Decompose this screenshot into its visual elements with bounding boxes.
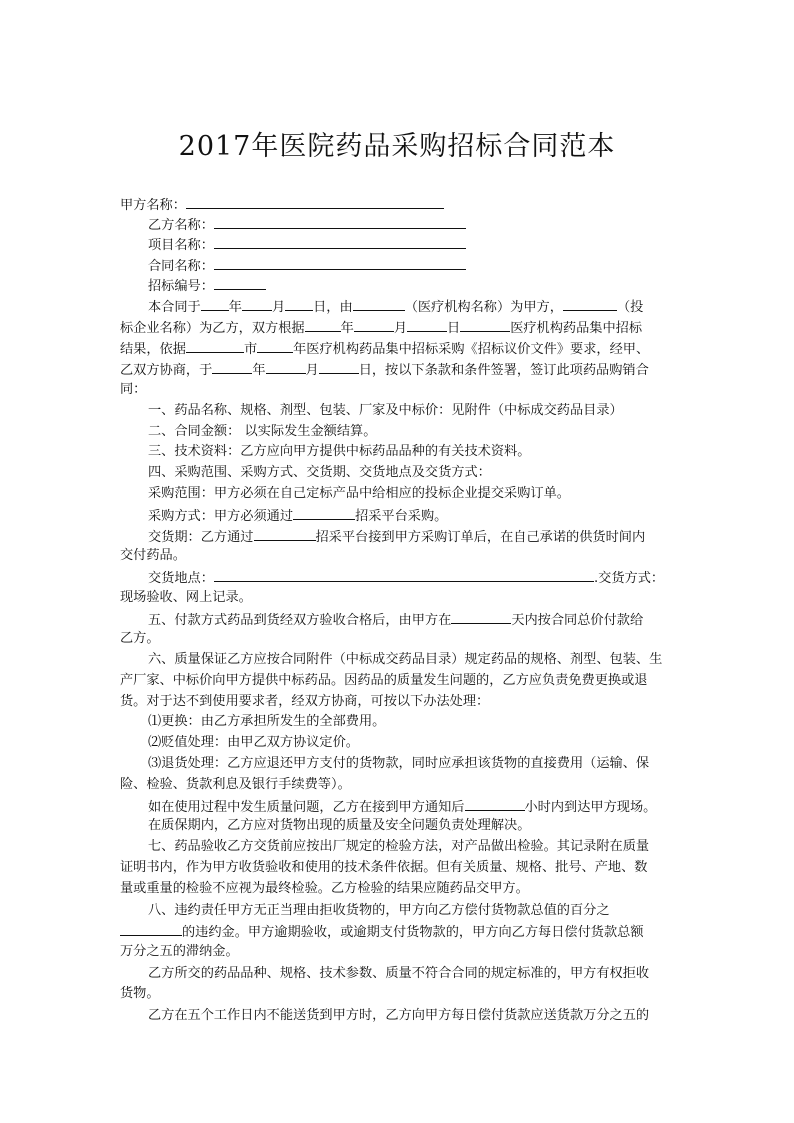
option-devalue: ⑵贬值处理：由甲乙双方协议定价。 [148,735,359,750]
intro-text: 医疗机构药品集中招标 [510,321,643,336]
contract-name-label: 合同名称： [148,259,214,274]
intro-text: 本合同于 [148,300,201,315]
clause-8-cont-2: 万分之五的滞纳金。 [120,944,239,959]
option-replace: ⑴更换：由乙方承担所发生的全部费用。 [148,714,386,729]
blank[interactable] [201,298,229,311]
reject-goods: 乙方所交的药品品种、规格、技术参数、质量不符合合同的规定标准的，甲方有权拒收 [148,966,650,981]
clause-7-cont-2: 量或重量的检验不应视为最终检验。乙方检验的结果应随药品交甲方。 [120,881,529,896]
intro-line-1 [148,298,643,316]
intro-text: 年 [252,363,266,378]
blank[interactable] [293,507,355,520]
clause-text: .交货方式： [593,571,665,586]
tender-no-label: 招标编号： [148,279,214,294]
blank[interactable] [451,611,511,624]
intro-text: 月 [271,300,286,315]
clause-8-cont-1 [120,923,644,941]
clause-1: 一、药品名称、规格、剂型、包装、厂家及中标价：见附件（中标成交药品目录） [148,403,623,418]
project-name-label: 项目名称： [148,238,214,253]
intro-text: 乙双方协商，于 [120,363,213,378]
clause-5-cont: 乙方。 [120,631,160,646]
clause-7-cont-1: 证明书内，作为甲方收货验收和使用的技术条件依据。但有关质量、规格、批号、产地、数 [120,860,648,875]
blank[interactable] [242,298,272,311]
delivery-place-blank[interactable] [214,569,594,582]
intro-text: 年医疗机构药品集中招标采购《招标议价文件》要求，经甲、 [293,342,650,357]
party-a-label: 甲方名称： [120,198,186,213]
clause-text: 招采平台接到甲方采购订单后，在自己承诺的供货时间内 [315,530,646,545]
blank[interactable] [319,361,359,374]
clause-6-cont-1: 产厂家、中标价向甲方提供中标药品。因药品的质量发生问题的，乙方应负责免费更换或退 [120,673,648,688]
intro-text: 结果，依据 [120,342,186,357]
delivery-method: 现场验收、网上记录。 [120,590,252,605]
blank[interactable] [353,298,405,311]
party-a-field [120,196,444,214]
blank[interactable] [120,923,182,936]
intro-text: （医疗机构名称）为甲方， [404,300,563,315]
blank[interactable] [305,319,341,332]
clause-text: 的违约金。甲方逾期验收，或逾期支付货物款的，甲方向乙方每日偿付货款总额 [182,925,644,940]
intro-text: 年 [340,321,354,336]
clause-text: 招采平台采购。 [355,509,448,524]
tender-no-blank[interactable] [214,277,266,290]
reject-goods-cont: 货物。 [120,986,160,1001]
intro-text: 市 [243,342,258,357]
clause-text: 交货地点： [148,571,214,586]
delivery-period-cont: 交付药品。 [120,548,186,563]
blank[interactable] [407,319,447,332]
clause-6: 六、质量保证乙方应按合同附件（中标成交药品目录）规定药品的规格、剂型、包装、生 [148,652,663,667]
intro-line-2 [120,319,642,337]
warranty-period: 在质保期内，乙方应对货物出现的质量及安全问题负责处理解决。 [148,818,531,833]
option-return: ⑶退货处理：乙方应退还甲方支付的货物款，同时应承担该货物的直接费用（运输、保 [148,756,650,771]
clause-2: 二、合同金额： 以实际发生金额结算。 [148,424,377,439]
intro-line-4 [120,361,649,379]
blank[interactable] [285,298,313,311]
clause-text: 交货期：乙方通过 [148,530,254,545]
clause-text: 如在使用过程中发生质量问题，乙方在接到甲方通知后 [148,800,465,815]
blank[interactable] [212,361,252,374]
blank[interactable] [465,798,525,811]
clause-3: 三、技术资料：乙方应向甲方提供中标药品品种的有关技术资料。 [148,444,531,459]
clause-4: 四、采购范围、采购方式、交货期、交货地点及交货方式： [148,465,491,480]
blank[interactable] [266,361,306,374]
intro-text: 同： [120,382,147,397]
contract-name-field [148,257,466,275]
intro-text: 月 [393,321,407,336]
project-name-blank[interactable] [214,236,466,249]
intro-text: 标企业名称）为乙方，双方根据 [120,321,305,336]
clause-6-cont-2: 货。对于达不到使用要求者，经双方协商，可按以下办法处理： [120,694,490,709]
delivery-place [148,569,664,587]
blank[interactable] [254,528,316,541]
intro-line-3 [120,340,649,358]
intro-text: 月 [305,363,319,378]
purchase-scope: 采购范围：甲方必须在自己定标产品中给相应的投标企业提交采购订单。 [148,486,570,501]
delivery-period [148,528,645,546]
clause-8: 八、违约责任甲方无正当理由拒收货物的，甲方向乙方偿付货物款总值的百分之 [148,903,610,918]
clause-text: 天内按合同总价付款给 [511,613,644,628]
blank[interactable] [460,319,510,332]
party-b-blank[interactable] [214,216,466,229]
intro-text: 年 [228,300,242,315]
blank[interactable] [186,340,244,353]
clause-text: 小时内到达甲方现场。 [524,800,657,815]
intro-line-5 [120,382,146,398]
project-name-field [148,236,466,254]
late-delivery: 乙方在五个工作日内不能送货到甲方时，乙方向甲方每日偿付货款应送货款万分之五的 [148,1008,650,1023]
party-b-field [148,216,466,234]
blank[interactable] [563,298,617,311]
clause-text: 采购方式：甲方必须通过 [148,509,294,524]
intro-text: 日，由 [313,300,353,315]
option-return-cont: 险、检验、货款利息及银行手续费等）。 [120,777,351,792]
party-a-blank[interactable] [186,196,444,209]
clause-text: 五、付款方式药品到货经双方验收合格后，由甲方在 [148,613,452,628]
intro-text: 日 [447,321,461,336]
party-b-label: 乙方名称： [148,218,214,233]
contract-name-blank[interactable] [214,257,466,270]
quality-response [148,798,656,816]
clause-7: 七、药品验收乙方交货前应按出厂规定的检验方法，对产品做出检验。其记录附在质量 [148,839,650,854]
intro-text: 日，按以下条款和条件签署，签订此项药品购销合 [358,363,649,378]
clause-5 [148,611,643,629]
purchase-method [148,507,447,525]
document-title: 2017年医院药品采购招标合同范本 [178,131,616,162]
blank[interactable] [257,340,293,353]
tender-no-field [148,277,266,295]
blank[interactable] [354,319,394,332]
intro-text: （投 [616,300,644,315]
